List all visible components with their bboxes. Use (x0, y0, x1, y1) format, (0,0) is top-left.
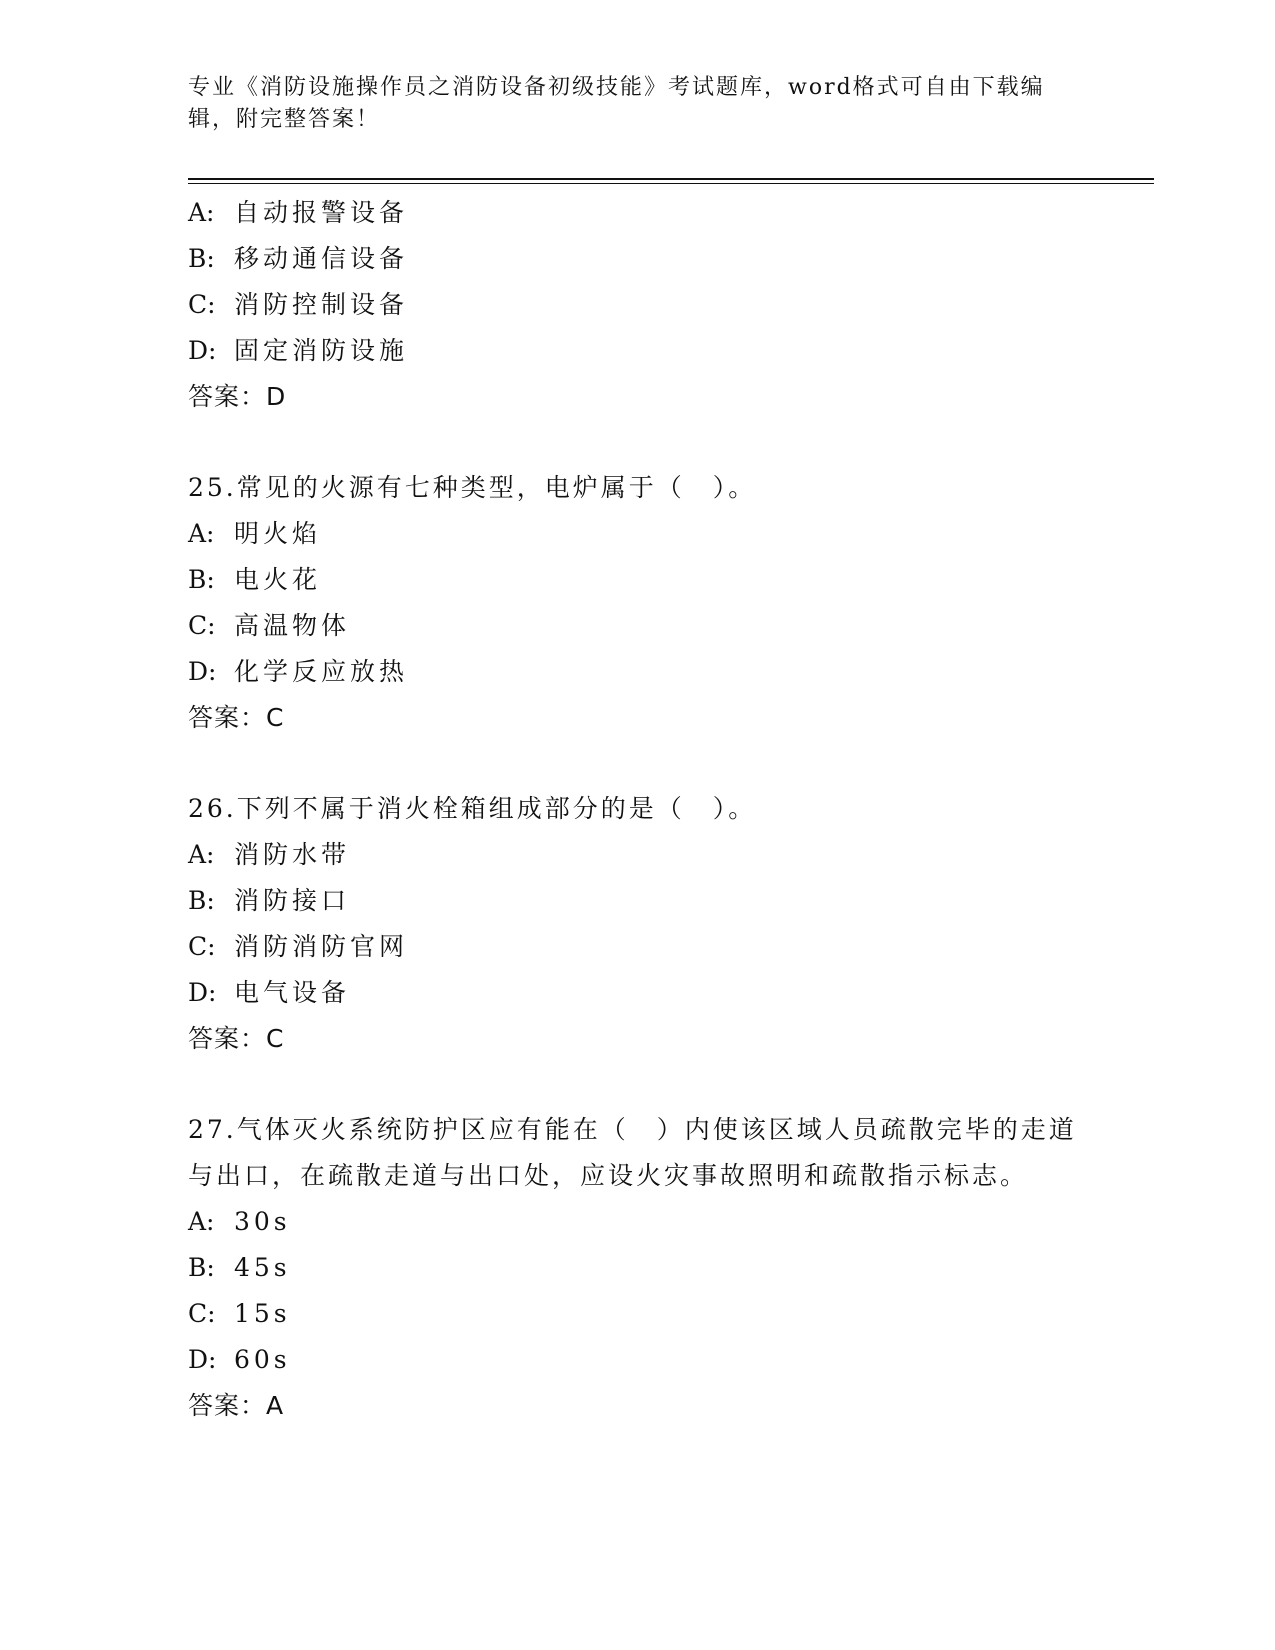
option-key: B: (188, 565, 215, 594)
option-c (188, 1291, 1088, 1337)
option-key: C: (188, 1299, 216, 1328)
option-text: 消防消防官网 (234, 932, 409, 961)
option-key: A: (188, 1207, 215, 1236)
option-text: 60s (234, 1345, 291, 1374)
option-a (188, 511, 1088, 557)
question-block (188, 1107, 1088, 1429)
option-text: 高温物体 (234, 611, 351, 640)
option-key: B: (188, 886, 215, 915)
question-list (188, 190, 1088, 1474)
option-text: 固定消防设施 (234, 336, 409, 365)
option-key: D: (188, 978, 217, 1007)
option-b (188, 1245, 1088, 1291)
option-text: 明火焰 (234, 519, 322, 548)
option-d (188, 1337, 1088, 1383)
option-key: D: (188, 1345, 217, 1374)
option-b (188, 878, 1088, 924)
option-text: 自动报警设备 (234, 198, 409, 227)
question-block (188, 465, 1088, 741)
option-c (188, 924, 1088, 970)
option-text: 消防接口 (234, 886, 351, 915)
option-text: 化学反应放热 (234, 657, 409, 686)
option-key: C: (188, 290, 216, 319)
question-stem: 26.下列不属于消火栓箱组成部分的是（ ）。 (188, 794, 757, 823)
question-stem: 27.气体灭火系统防护区应有能在（ ）内使该区域人员疏散完毕的走道与出口，在疏散走道与出口处，应设火灾事故照明和疏散指示标志。 (188, 1115, 1077, 1190)
header-divider-thick (188, 178, 1154, 180)
option-c (188, 282, 1088, 328)
option-text: 电气设备 (234, 978, 351, 1007)
option-text: 消防控制设备 (234, 290, 409, 319)
option-b (188, 236, 1088, 282)
option-a (188, 832, 1088, 878)
answer-line: 答案：C (188, 703, 285, 732)
option-key: C: (188, 932, 216, 961)
option-b (188, 557, 1088, 603)
answer-line: 答案：C (188, 1024, 285, 1053)
option-key: C: (188, 611, 216, 640)
option-key: A: (188, 198, 215, 227)
answer-line: 答案：A (188, 1391, 285, 1420)
question-block (188, 786, 1088, 1062)
question-stem: 25.常见的火源有七种类型，电炉属于（ ）。 (188, 473, 757, 502)
option-text: 电火花 (234, 565, 322, 594)
option-key: A: (188, 840, 215, 869)
option-a (188, 190, 1088, 236)
option-text: 移动通信设备 (234, 244, 409, 273)
option-key: B: (188, 1253, 215, 1282)
option-key: A: (188, 519, 215, 548)
answer-line: 答案：D (188, 382, 287, 411)
option-text: 30s (234, 1207, 291, 1236)
option-c (188, 603, 1088, 649)
question-block (188, 190, 1088, 420)
option-text: 45s (234, 1253, 291, 1282)
option-key: B: (188, 244, 215, 273)
option-a (188, 1199, 1088, 1245)
option-text: 消防水带 (234, 840, 351, 869)
option-d (188, 649, 1088, 695)
option-text: 15s (234, 1299, 291, 1328)
document-header: 专业《消防设施操作员之消防设备初级技能》考试题库，word格式可自由下载编辑，附完整答案！ (188, 75, 1045, 132)
option-key: D: (188, 336, 217, 365)
option-d (188, 970, 1088, 1016)
option-key: D: (188, 657, 217, 686)
option-d (188, 328, 1088, 374)
header-divider-thin (188, 183, 1154, 184)
